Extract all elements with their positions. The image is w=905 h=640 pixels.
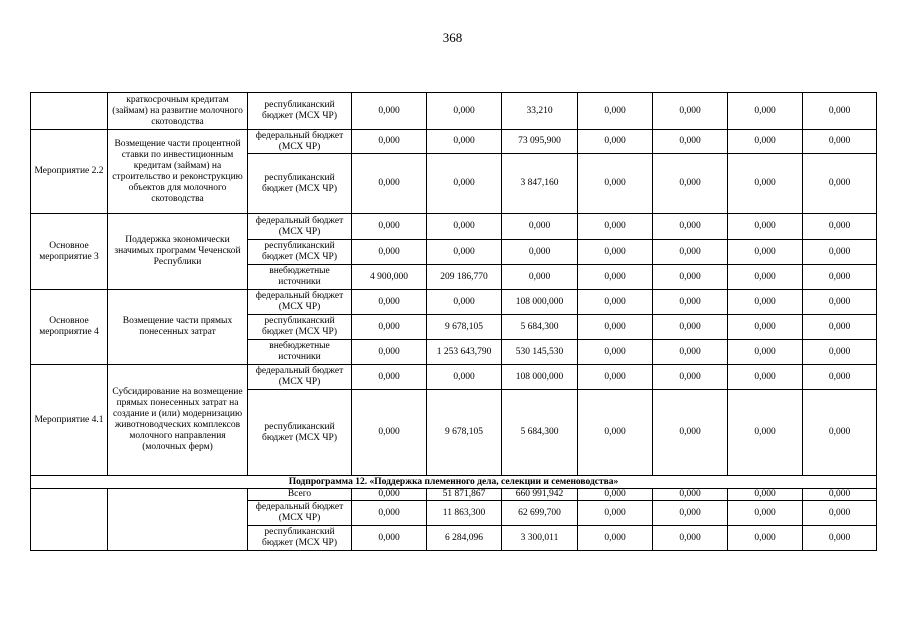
- value-cell: 0,000: [352, 93, 427, 130]
- activity-name-cell: Возмещение части прямых понесенных затрат: [108, 290, 248, 365]
- funding-source-cell: республиканский бюджет (МСХ ЧР): [248, 240, 352, 265]
- value-cell: 0,000: [728, 526, 803, 551]
- value-cell: 0,000: [728, 340, 803, 365]
- value-cell: 0,000: [728, 214, 803, 240]
- value-cell: 0,000: [803, 214, 877, 240]
- activity-name-cell: Поддержка экономически значимых программ Чеченской Республики: [108, 214, 248, 290]
- value-cell: 0,000: [728, 365, 803, 390]
- value-cell: 0,000: [427, 240, 502, 265]
- table-row: [31, 365, 877, 390]
- funding-source-cell: республиканский бюджет (МСХ ЧР): [248, 390, 352, 476]
- funding-source-cell: республиканский бюджет (МСХ ЧР): [248, 526, 352, 551]
- value-cell: 0,000: [427, 214, 502, 240]
- value-cell: 0,000: [578, 265, 653, 290]
- value-cell: 9 678,105: [427, 390, 502, 476]
- value-cell: 0,000: [352, 390, 427, 476]
- value-cell: 0,000: [653, 501, 728, 526]
- value-cell: 0,000: [578, 390, 653, 476]
- value-cell: 0,000: [803, 365, 877, 390]
- value-cell: 0,000: [653, 390, 728, 476]
- page-number: 368: [442, 30, 463, 45]
- value-cell: 9 678,105: [427, 315, 502, 340]
- value-cell: 11 863,300: [427, 501, 502, 526]
- funding-source-cell: республиканский бюджет (МСХ ЧР): [248, 315, 352, 340]
- value-cell: 0,000: [427, 130, 502, 154]
- activity-code-cell: Мероприятие 4.1: [31, 365, 108, 476]
- value-cell: 0,000: [803, 93, 877, 130]
- value-cell: 0,000: [653, 526, 728, 551]
- value-cell: 0,000: [427, 93, 502, 130]
- value-cell: 209 186,770: [427, 265, 502, 290]
- funding-source-cell: федеральный бюджет (МСХ ЧР): [248, 130, 352, 154]
- subprogram-row: [31, 476, 877, 489]
- value-cell: 0,000: [352, 214, 427, 240]
- value-cell: 0,000: [728, 290, 803, 315]
- value-cell: 5 684,300: [502, 390, 578, 476]
- funding-source-cell: внебюджетные источники: [248, 265, 352, 290]
- value-cell: 0,000: [728, 240, 803, 265]
- value-cell: 0,000: [502, 265, 578, 290]
- value-cell: 0,000: [653, 130, 728, 154]
- value-cell: 33,210: [502, 93, 578, 130]
- value-cell: 0,000: [578, 501, 653, 526]
- value-cell: 0,000: [578, 130, 653, 154]
- value-cell: 0,000: [653, 315, 728, 340]
- value-cell: 0,000: [803, 340, 877, 365]
- value-cell: 0,000: [653, 489, 728, 501]
- value-cell: 0,000: [427, 365, 502, 390]
- value-cell: 0,000: [653, 214, 728, 240]
- value-cell: 73 095,900: [502, 130, 578, 154]
- value-cell: 0,000: [578, 489, 653, 501]
- value-cell: 0,000: [578, 240, 653, 265]
- value-cell: 0,000: [728, 265, 803, 290]
- table-row: [31, 93, 877, 130]
- value-cell: 530 145,530: [502, 340, 578, 365]
- value-cell: 0,000: [427, 154, 502, 214]
- table-row: [31, 130, 877, 154]
- value-cell: 0,000: [352, 365, 427, 390]
- value-cell: 0,000: [352, 315, 427, 340]
- value-cell: 0,000: [803, 240, 877, 265]
- value-cell: 0,000: [728, 130, 803, 154]
- value-cell: 0,000: [728, 501, 803, 526]
- funding-source-cell: республиканский бюджет (МСХ ЧР): [248, 154, 352, 214]
- value-cell: 0,000: [578, 365, 653, 390]
- value-cell: 0,000: [352, 501, 427, 526]
- value-cell: 0,000: [653, 93, 728, 130]
- value-cell: 0,000: [578, 214, 653, 240]
- activity-name-cell: краткосрочным кредитам (займам) на развитие молочного скотоводства: [108, 93, 248, 130]
- value-cell: 0,000: [352, 154, 427, 214]
- value-cell: 0,000: [803, 501, 877, 526]
- activity-code-cell: [31, 93, 108, 130]
- value-cell: 0,000: [803, 290, 877, 315]
- funding-source-cell: федеральный бюджет (МСХ ЧР): [248, 501, 352, 526]
- value-cell: 108 000,000: [502, 290, 578, 315]
- value-cell: 0,000: [352, 240, 427, 265]
- activity-code-cell: Основное мероприятие 3: [31, 214, 108, 290]
- value-cell: 1 253 643,790: [427, 340, 502, 365]
- activity-name-cell: Возмещение части процентной ставки по инвестиционным кредитам (займам) на строительство и реконструкцию объектов для молочного скотоводства: [108, 130, 248, 214]
- value-cell: 108 000,000: [502, 365, 578, 390]
- activity-code-cell: Мероприятие 2.2: [31, 130, 108, 214]
- value-cell: 0,000: [352, 489, 427, 501]
- value-cell: 0,000: [352, 340, 427, 365]
- value-cell: 0,000: [578, 526, 653, 551]
- value-cell: 0,000: [803, 315, 877, 340]
- value-cell: 0,000: [728, 489, 803, 501]
- value-cell: 0,000: [578, 340, 653, 365]
- value-cell: 0,000: [653, 290, 728, 315]
- value-cell: 0,000: [728, 154, 803, 214]
- value-cell: 5 684,300: [502, 315, 578, 340]
- table-row: [31, 290, 877, 315]
- value-cell: 0,000: [578, 315, 653, 340]
- value-cell: 0,000: [803, 130, 877, 154]
- value-cell: 0,000: [427, 290, 502, 315]
- value-cell: 0,000: [803, 526, 877, 551]
- value-cell: 0,000: [653, 340, 728, 365]
- funding-source-cell: внебюджетные источники: [248, 340, 352, 365]
- value-cell: 3 847,160: [502, 154, 578, 214]
- activity-name-cell: Субсидирование на возмещение прямых понесенных затрат на создание и (или) модернизацию животноводческих комплексов молочного направления (молочных ферм): [108, 365, 248, 476]
- value-cell: 0,000: [578, 290, 653, 315]
- value-cell: 660 991,942: [502, 489, 578, 501]
- activity-code-cell: Основное мероприятие 4: [31, 290, 108, 365]
- budget-table: [30, 92, 877, 551]
- activity-name-cell: [108, 489, 248, 551]
- value-cell: 4 900,000: [352, 265, 427, 290]
- funding-source-cell: федеральный бюджет (МСХ ЧР): [248, 365, 352, 390]
- value-cell: 0,000: [352, 130, 427, 154]
- value-cell: 0,000: [803, 489, 877, 501]
- value-cell: 0,000: [728, 390, 803, 476]
- value-cell: 51 871,867: [427, 489, 502, 501]
- value-cell: 62 699,700: [502, 501, 578, 526]
- funding-source-cell: Всего: [248, 489, 352, 501]
- value-cell: 0,000: [728, 315, 803, 340]
- value-cell: 0,000: [653, 240, 728, 265]
- value-cell: 0,000: [578, 154, 653, 214]
- funding-source-cell: федеральный бюджет (МСХ ЧР): [248, 214, 352, 240]
- value-cell: 0,000: [728, 93, 803, 130]
- value-cell: 6 284,096: [427, 526, 502, 551]
- value-cell: 0,000: [803, 265, 877, 290]
- value-cell: 3 300,011: [502, 526, 578, 551]
- value-cell: 0,000: [803, 390, 877, 476]
- value-cell: 0,000: [352, 526, 427, 551]
- value-cell: 0,000: [352, 290, 427, 315]
- value-cell: 0,000: [502, 214, 578, 240]
- value-cell: 0,000: [578, 93, 653, 130]
- activity-code-cell: [31, 489, 108, 551]
- value-cell: 0,000: [502, 240, 578, 265]
- funding-source-cell: республиканский бюджет (МСХ ЧР): [248, 93, 352, 130]
- table-row: [31, 214, 877, 240]
- value-cell: 0,000: [803, 154, 877, 214]
- subprogram-title: Подпрограмма 12. «Поддержка племенного дела, селекции и семеноводства»: [31, 476, 877, 489]
- funding-source-cell: федеральный бюджет (МСХ ЧР): [248, 290, 352, 315]
- value-cell: 0,000: [653, 154, 728, 214]
- value-cell: 0,000: [653, 365, 728, 390]
- value-cell: 0,000: [653, 265, 728, 290]
- table-row: [31, 489, 877, 501]
